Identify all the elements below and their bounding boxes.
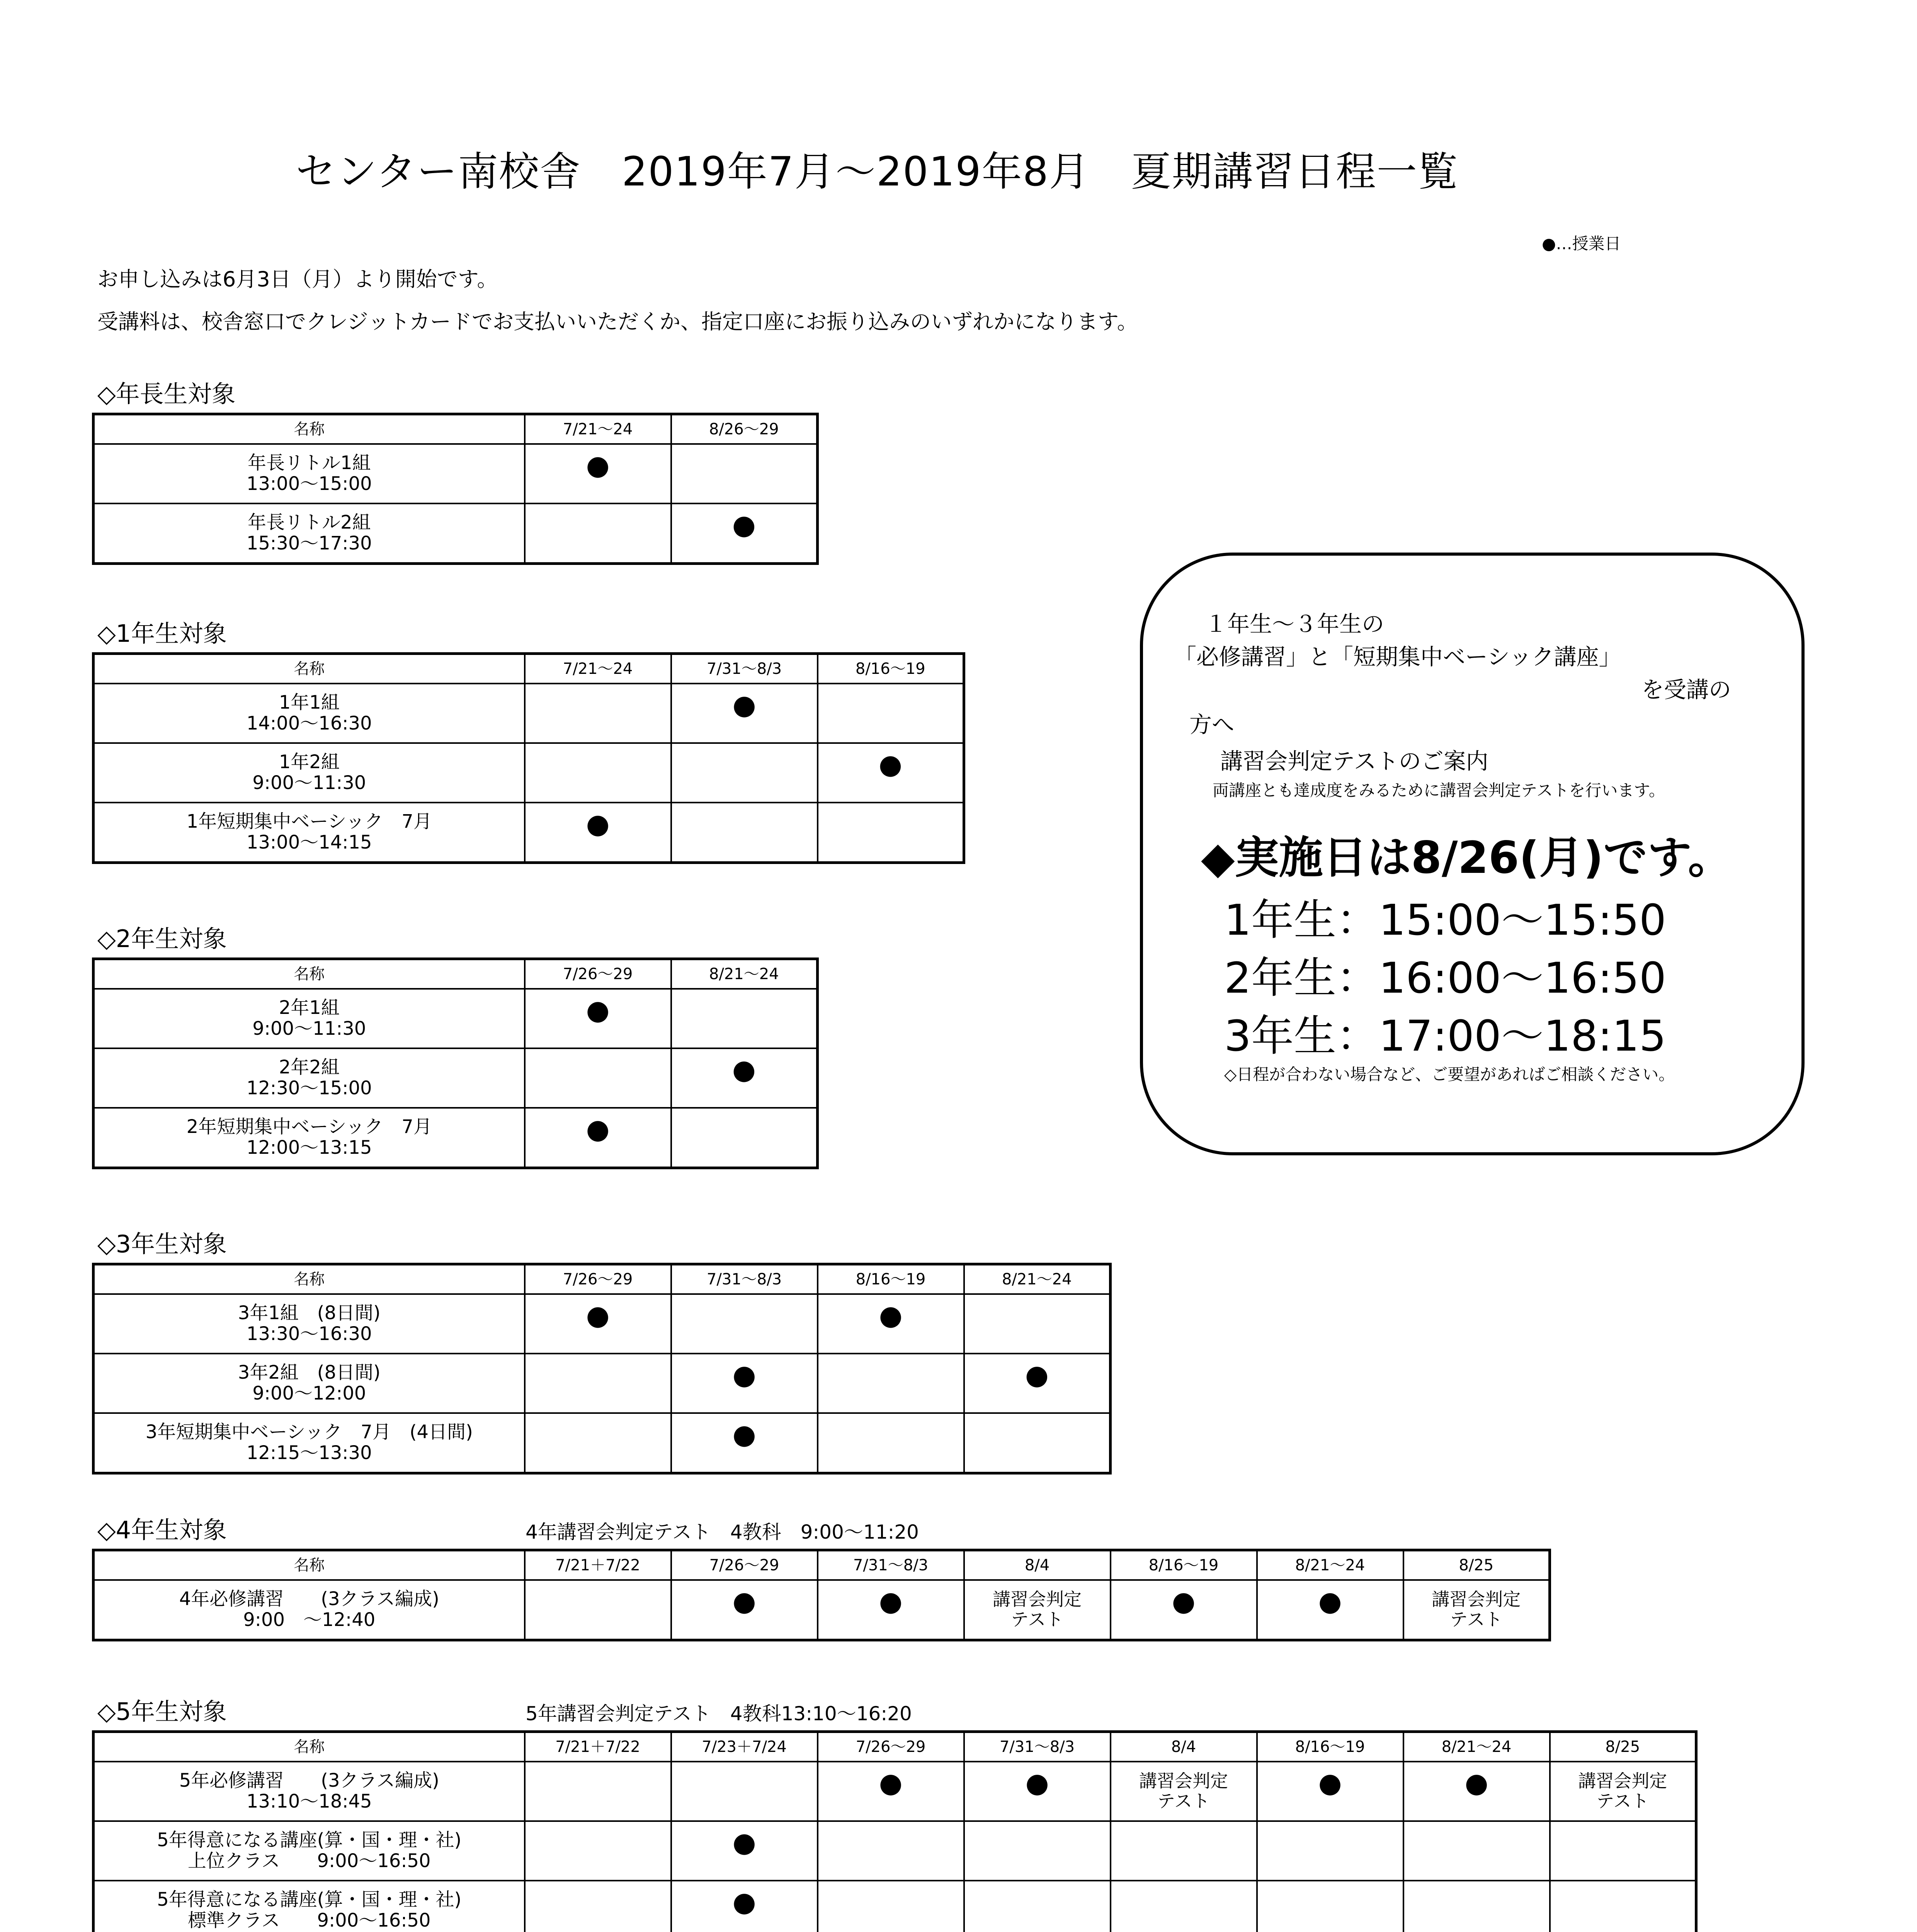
table-header-row <box>94 414 818 444</box>
box-consult-note: ◇日程が合わない場合など、ご要望があればご相談ください。 <box>1224 1065 1675 1084</box>
column-header: 7/23＋7/24 <box>671 1732 818 1762</box>
schedule-cell <box>1111 1881 1257 1932</box>
table-row <box>94 1413 1111 1473</box>
schedule-table-grade3 <box>92 1263 1112 1475</box>
class-name-cell: 1年1組 14:00～16:30 <box>94 684 525 743</box>
schedule-cell <box>1403 1881 1550 1932</box>
page-title: センター南校舎 2019年7月～2019年8月 夏期講習日程一覧 <box>296 148 1459 195</box>
class-day-mark: ● <box>732 1053 756 1085</box>
class-day-mark: ● <box>586 449 610 481</box>
box-enroll-text: を受講の <box>1641 677 1732 703</box>
schedule-cell <box>1550 1821 1696 1881</box>
table-row <box>94 1354 1111 1413</box>
schedule-table-grade4 <box>92 1549 1551 1641</box>
class-day-mark: ● <box>586 808 610 840</box>
column-header: 8/4 <box>964 1550 1111 1580</box>
class-day-mark: ● <box>732 1886 756 1918</box>
schedule-cell <box>671 1821 818 1881</box>
column-header: 8/21～24 <box>1257 1550 1403 1580</box>
column-header: 7/26～29 <box>525 959 671 989</box>
class-name-cell: 1年短期集中ベーシック 7月 13:00～14:15 <box>94 803 525 863</box>
schedule-cell <box>818 684 964 743</box>
table-row <box>94 1580 1550 1640</box>
column-header: 名称 <box>94 1550 525 1580</box>
column-header: 8/21～24 <box>671 959 818 989</box>
schedule-table-grade5 <box>92 1730 1698 1932</box>
column-header: 名称 <box>94 414 525 444</box>
schedule-cell <box>671 684 818 743</box>
class-day-mark: ● <box>586 1113 610 1145</box>
schedule-cell <box>964 1881 1111 1932</box>
schedule-cell <box>671 989 818 1048</box>
table-header-row <box>94 654 964 684</box>
box-target-grades: １年生～３年生の <box>1205 611 1385 637</box>
schedule-cell <box>671 1354 818 1413</box>
class-day-mark: ● <box>732 509 756 541</box>
schedule-cell <box>525 1354 671 1413</box>
legend-class-day: ●…授業日 <box>1542 234 1621 253</box>
schedule-cell <box>671 1881 818 1932</box>
table-row <box>94 1762 1696 1821</box>
class-day-mark: ● <box>879 1299 903 1331</box>
class-name-cell: 3年1組 (8日間) 13:30～16:30 <box>94 1294 525 1354</box>
box-time-grade3: 3年生：17:00～18:15 <box>1224 1011 1666 1061</box>
schedule-cell <box>818 1821 964 1881</box>
table-row <box>94 444 818 503</box>
section-title-grade1: ◇1年生対象 <box>97 619 227 648</box>
schedule-cell <box>525 1881 671 1932</box>
schedule-cell <box>1550 1881 1696 1932</box>
column-header: 名称 <box>94 654 525 684</box>
schedule-cell <box>671 444 818 503</box>
schedule-cell <box>525 1821 671 1881</box>
column-header: 7/26～29 <box>671 1550 818 1580</box>
section-title-grade4: ◇4年生対象 <box>97 1516 227 1544</box>
box-test-description: 両講座とも達成度をみるために講習会判定テストを行います。 <box>1213 781 1665 800</box>
column-header: 8/25 <box>1550 1732 1696 1762</box>
schedule-table-kindergarten <box>92 413 819 565</box>
box-time-grade2: 2年生：16:00～16:50 <box>1224 953 1666 1003</box>
class-name-cell: 3年短期集中ベーシック 7月 (4日間) 12:15～13:30 <box>94 1413 525 1473</box>
column-header: 8/25 <box>1403 1550 1550 1580</box>
schedule-cell <box>818 1881 964 1932</box>
column-header: 7/31～8/3 <box>818 1550 964 1580</box>
intro-payment-method: 受講料は、校舎窓口でクレジットカードでお支払いいただくか、指定口座にお振り込みのいずれかになります。 <box>97 310 1138 334</box>
schedule-cell <box>1403 1821 1550 1881</box>
table-header-row <box>94 1732 1696 1762</box>
placement-test-info-box <box>1140 553 1805 1155</box>
schedule-cell <box>671 743 818 803</box>
class-day-mark: ● <box>732 1359 756 1391</box>
table-header-row <box>94 959 818 989</box>
schedule-cell <box>1111 1821 1257 1881</box>
schedule-cell <box>1257 1762 1403 1821</box>
schedule-cell <box>525 1580 671 1640</box>
table-row <box>94 989 818 1048</box>
schedule-cell <box>818 1413 964 1473</box>
schedule-cell <box>818 803 964 863</box>
schedule-cell <box>525 1048 671 1108</box>
column-header: 8/21～24 <box>964 1264 1111 1294</box>
class-day-mark: ● <box>586 1299 610 1331</box>
table-row <box>94 1108 818 1168</box>
section-title-grade2: ◇2年生対象 <box>97 925 227 953</box>
class-day-mark: ● <box>878 748 902 780</box>
column-header: 名称 <box>94 1264 525 1294</box>
class-name-cell: 5年得意になる講座(算・国・理・社) 上位クラス 9:00～16:50 <box>94 1821 525 1881</box>
column-header: 7/26～29 <box>525 1264 671 1294</box>
class-name-cell: 2年短期集中ベーシック 7月 12:00～13:15 <box>94 1108 525 1168</box>
schedule-cell <box>964 1294 1111 1354</box>
schedule-cell <box>525 503 671 564</box>
schedule-cell <box>525 1108 671 1168</box>
class-day-mark: ● <box>879 1585 903 1617</box>
table-row <box>94 1048 818 1108</box>
class-day-mark: ● <box>732 689 756 721</box>
class-name-cell: 1年2組 9:00～11:30 <box>94 743 525 803</box>
table-row <box>94 1821 1696 1881</box>
column-header: 8/16～19 <box>818 654 964 684</box>
grade4-test-note: 4年講習会判定テスト 4教科 9:00～11:20 <box>526 1521 919 1543</box>
schedule-cell <box>1257 1881 1403 1932</box>
placement-test-cell: 講習会判定 テスト <box>964 1580 1111 1640</box>
class-name-cell: 4年必修講習 (3クラス編成) 9:00 ～12:40 <box>94 1580 525 1640</box>
schedule-cell <box>671 1294 818 1354</box>
schedule-table-grade2 <box>92 957 819 1169</box>
schedule-cell <box>1403 1762 1550 1821</box>
class-day-mark: ● <box>1025 1359 1049 1391</box>
class-name-cell: 5年必修講習 (3クラス編成) 13:10～18:45 <box>94 1762 525 1821</box>
column-header: 7/21～24 <box>525 414 671 444</box>
class-day-mark: ● <box>732 1585 756 1617</box>
table-header-row <box>94 1264 1111 1294</box>
column-header: 7/21＋7/22 <box>525 1732 671 1762</box>
box-target-courses: 「必修講習」と「短期集中ベーシック講座」 <box>1174 644 1621 670</box>
schedule-cell <box>525 1413 671 1473</box>
schedule-cell <box>671 503 818 564</box>
schedule-cell <box>525 684 671 743</box>
box-test-guide-title: 講習会判定テストのご案内 <box>1220 748 1488 774</box>
schedule-cell <box>525 444 671 503</box>
schedule-cell <box>671 1108 818 1168</box>
schedule-cell <box>964 1821 1111 1881</box>
schedule-cell <box>671 1762 818 1821</box>
class-name-cell: 年長リトル1組 13:00～15:00 <box>94 444 525 503</box>
section-title-grade3: ◇3年生対象 <box>97 1230 227 1258</box>
column-header: 7/31～8/3 <box>671 654 818 684</box>
class-day-mark: ● <box>879 1767 903 1799</box>
box-test-date: ◆実施日は8/26(月)です。 <box>1201 832 1732 883</box>
class-day-mark: ● <box>732 1418 756 1450</box>
class-name-cell: 3年2組 (8日間) 9:00～12:00 <box>94 1354 525 1413</box>
table-row <box>94 1881 1696 1932</box>
schedule-cell <box>818 1580 964 1640</box>
schedule-cell <box>525 989 671 1048</box>
section-title-kindergarten: ◇年長生対象 <box>97 380 236 408</box>
column-header: 名称 <box>94 1732 525 1762</box>
schedule-cell <box>818 1762 964 1821</box>
grade5-test-note: 5年講習会判定テスト 4教科13:10～16:20 <box>526 1702 912 1725</box>
column-header: 7/26～29 <box>818 1732 964 1762</box>
class-day-mark: ● <box>586 994 610 1026</box>
schedule-cell <box>525 1762 671 1821</box>
column-header: 7/31～8/3 <box>964 1732 1111 1762</box>
schedule-cell <box>964 1413 1111 1473</box>
class-day-mark: ● <box>1172 1585 1196 1617</box>
table-row <box>94 1294 1111 1354</box>
table-row <box>94 684 964 743</box>
schedule-cell <box>525 803 671 863</box>
class-name-cell: 5年得意になる講座(算・国・理・社) 標準クラス 9:00～16:50 <box>94 1881 525 1932</box>
column-header: 7/21～24 <box>525 654 671 684</box>
class-day-mark: ● <box>732 1826 756 1858</box>
column-header: 8/16～19 <box>1257 1732 1403 1762</box>
intro-application-start: お申し込みは6月3日（月）より開始です。 <box>97 267 498 291</box>
schedule-cell <box>1257 1580 1403 1640</box>
schedule-cell <box>525 743 671 803</box>
schedule-table-grade1 <box>92 652 965 864</box>
schedule-cell <box>1111 1580 1257 1640</box>
schedule-cell <box>964 1354 1111 1413</box>
box-time-grade1: 1年生：15:00～15:50 <box>1224 895 1666 945</box>
class-name-cell: 年長リトル2組 15:30～17:30 <box>94 503 525 564</box>
column-header: 7/31～8/3 <box>671 1264 818 1294</box>
class-name-cell: 2年2組 12:30～15:00 <box>94 1048 525 1108</box>
schedule-cell <box>818 1294 964 1354</box>
table-row <box>94 503 818 564</box>
schedule-cell <box>818 743 964 803</box>
section-title-grade5: ◇5年生対象 <box>97 1697 227 1726</box>
class-day-mark: ● <box>1025 1767 1049 1799</box>
schedule-cell <box>671 803 818 863</box>
column-header: 8/4 <box>1111 1732 1257 1762</box>
column-header: 8/16～19 <box>818 1264 964 1294</box>
schedule-cell <box>671 1580 818 1640</box>
table-row <box>94 743 964 803</box>
schedule-cell <box>964 1762 1111 1821</box>
schedule-cell <box>1257 1821 1403 1881</box>
placement-test-cell: 講習会判定 テスト <box>1111 1762 1257 1821</box>
schedule-cell <box>671 1413 818 1473</box>
schedule-cell <box>818 1354 964 1413</box>
table-header-row <box>94 1550 1550 1580</box>
box-for-text: 方へ <box>1189 711 1235 738</box>
placement-test-cell: 講習会判定 テスト <box>1403 1580 1550 1640</box>
class-day-mark: ● <box>1465 1767 1488 1799</box>
schedule-cell <box>671 1048 818 1108</box>
table-row <box>94 803 964 863</box>
column-header: 8/26～29 <box>671 414 818 444</box>
placement-test-cell: 講習会判定 テスト <box>1550 1762 1696 1821</box>
class-day-mark: ● <box>1318 1767 1342 1799</box>
column-header: 8/21～24 <box>1403 1732 1550 1762</box>
schedule-cell <box>525 1294 671 1354</box>
class-day-mark: ● <box>1318 1585 1342 1617</box>
column-header: 7/21＋7/22 <box>525 1550 671 1580</box>
column-header: 名称 <box>94 959 525 989</box>
column-header: 8/16～19 <box>1111 1550 1257 1580</box>
class-name-cell: 2年1組 9:00～11:30 <box>94 989 525 1048</box>
